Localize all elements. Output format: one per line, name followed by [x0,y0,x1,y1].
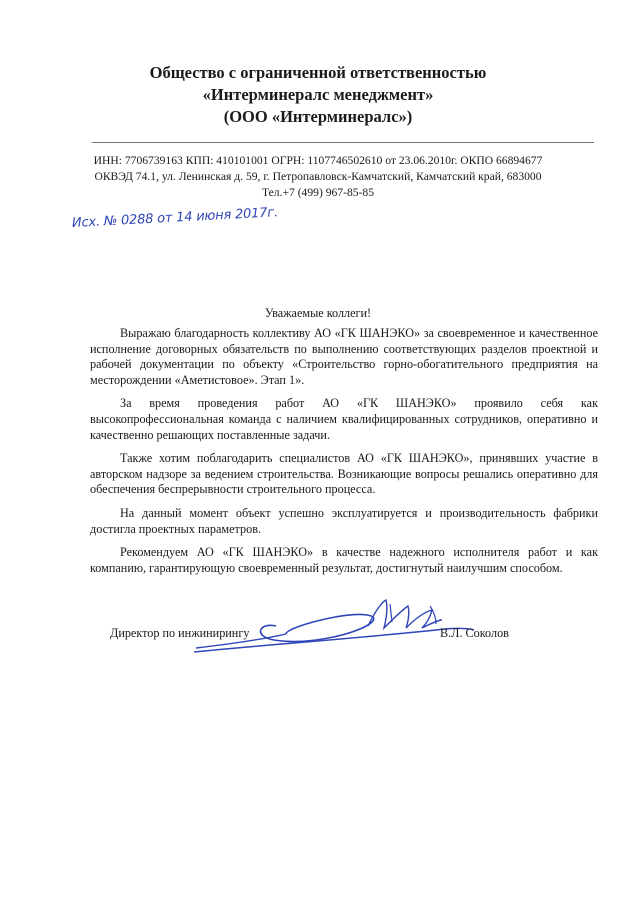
body-paragraph: На данный момент объект успешно эксплуатируется и производительность фабрики достигла проектных параметров. [90,505,598,536]
company-requisites [0,153,636,201]
body-paragraph: Также хотим поблагодарить специалистов АО «ГК ШАНЭКО», принявших участие в авторском надзоре за ведением строительства. Возникающие вопросы решались оперативно для обеспечения беспрерывности строительного процесса. [90,451,598,497]
requisites-line-3: Тел.+7 (499) 967-85-85 [261,186,374,199]
handwritten-signature [190,596,480,666]
signer-name: В.Л. Соколов [440,626,509,640]
header-divider [92,142,594,143]
signer-title: Директор по инжинирингу [110,626,250,640]
org-name-line-2: «Интерминералс менеджмент» [202,85,434,104]
org-name-line-3: (ООО «Интерминералс») [223,107,413,126]
outgoing-reference-handwritten: Исх. № 0288 от 14 июня 2017г. [71,205,279,231]
requisites-line-1: ИНН: 7706739163 КПП: 410101001 ОГРН: 1107746502610 от 23.06.2010г. ОКПО 66894677 [93,154,543,167]
requisites-line-2: ОКВЭД 74.1, ул. Ленинская д. 59, г. Петропавловск-Камчатский, Камчатский край, 683000 [94,170,542,183]
body-paragraph: Рекомендуем АО «ГК ШАНЭКО» в качестве надежного исполнителя работ и как компанию, гарантирующую своевременный результат, достигнутый наилучшим способом. [90,545,598,575]
org-name-line-1: Общество с ограниченной ответственностью [149,63,487,82]
salutation: Уважаемые коллеги! [264,306,372,320]
body-paragraph: Выражаю благодарность коллективу АО «ГК ШАНЭКО» за своевременное и качественное исполнение договорных обязательств по выполнению соответствующих разделов проектной и рабочей документации по объекту «Строительство горно-обогатительного предприятия на месторождении «Аметистовое». Этап 1». [90,326,598,387]
letter-body [90,326,598,584]
body-paragraph: За время проведения работ АО «ГК ШАНЭКО» проявило себя как высокопрофессиональная команда с наличием квалифицированных сотрудников, оперативно и качественно решающих поставленные задачи. [90,396,598,442]
organization-header [0,62,636,128]
